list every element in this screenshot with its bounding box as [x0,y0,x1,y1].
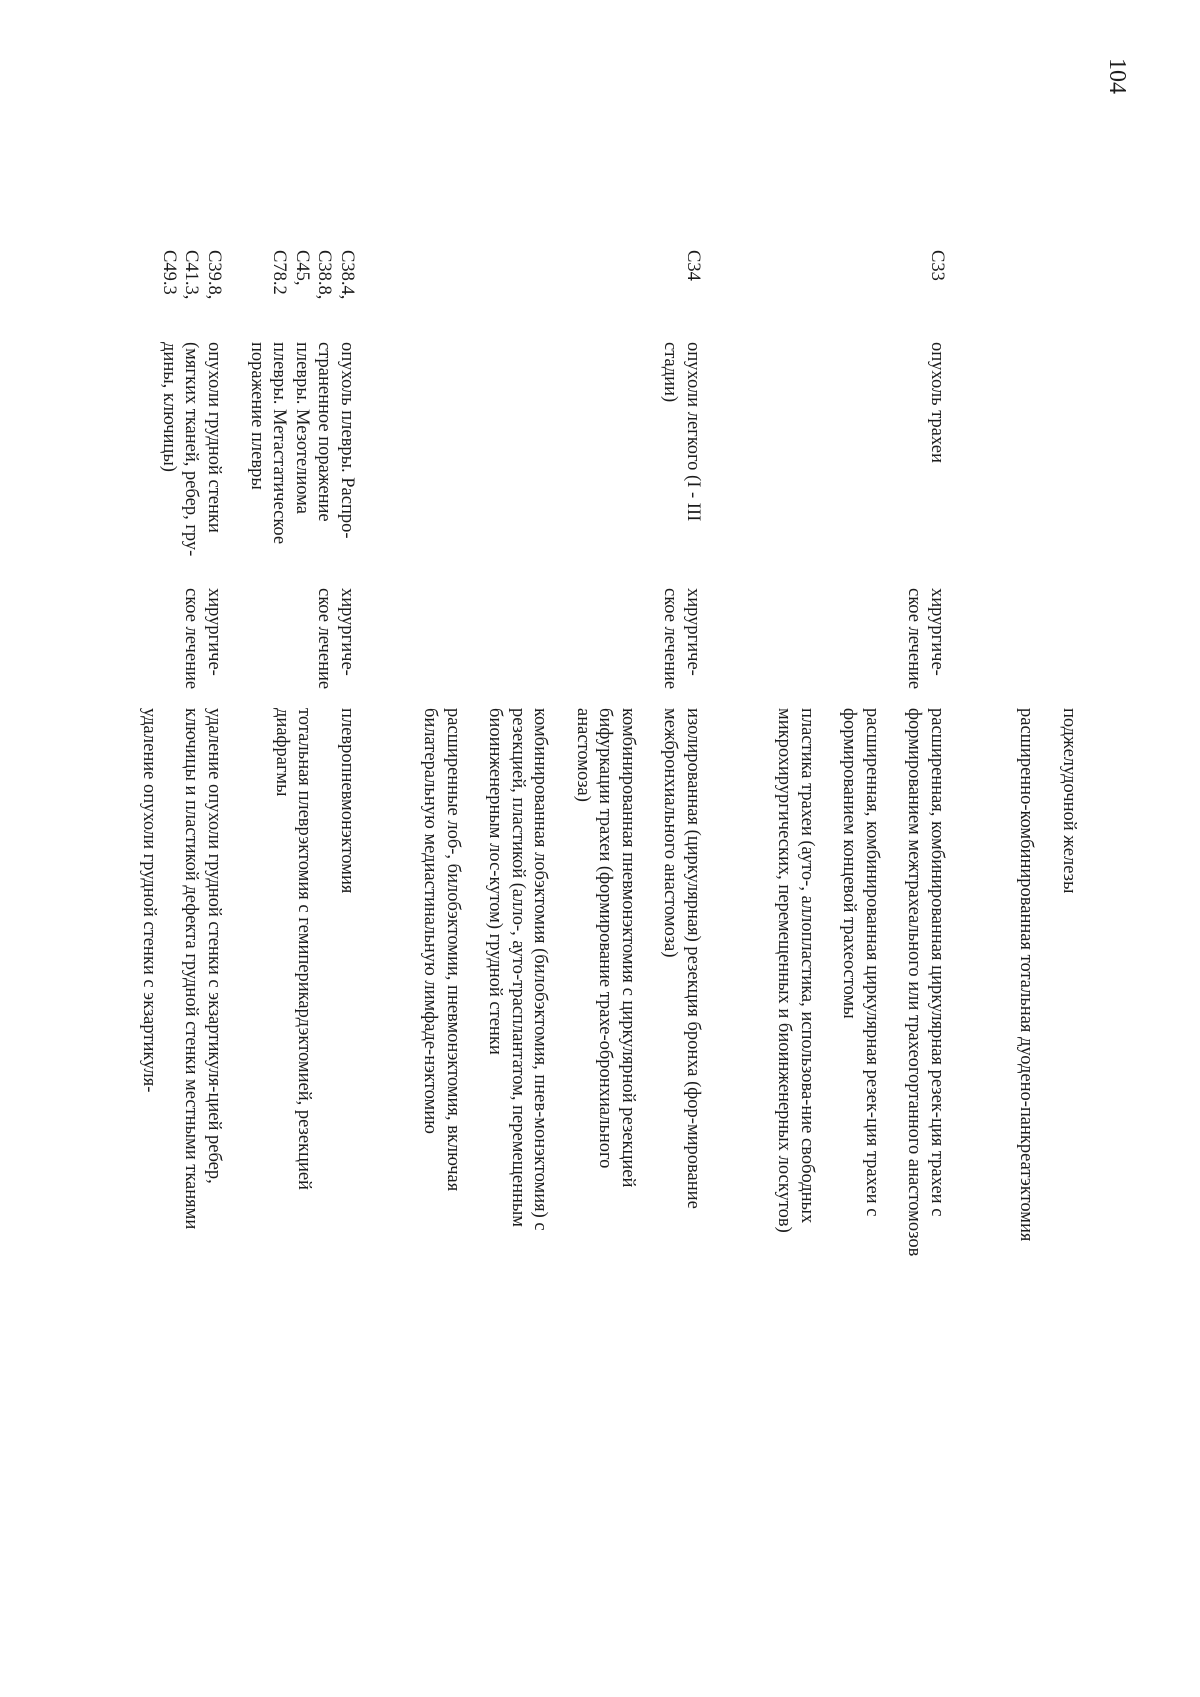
method-item: поджелудочной железы [1059,708,1079,894]
page-number: 104 [1104,58,1130,94]
method-item: расширенная, комбинированная циркулярная резек-ция трахеи с формированием межтрахеального или трахеогортанного анастомозов [904,708,947,1257]
treatment-methods [271,708,359,1258]
method-item: пластика трахеи (ауто-, аллопластика, использова-ние свободных микрохирургических, перемещенных и биоинженерных лоскутов) [774,708,817,1233]
treatment-type: хирургиче-ское лечение [904,588,947,690]
treatment-type: хирургиче-ское лечение [314,588,357,690]
icd-code: C39.8, C41.3, C49.3 [159,250,224,300]
icd-code: C33 [927,250,947,281]
method-item: комбинированная лобэктомия (билобэктомия, пнев-монэктомия) с резекцией, пластикой (алло-, ауто-трасплантатом, перемещенным биоинженерным лос-кутом) грудной стенки [485,708,551,1231]
diagnosis: опухоль плевры. Распро-страненное поражение плевры. Мезотелиома плевры. Метастатическое поражение плевры [247,342,357,545]
method-item: удаление опухоли грудной стенки с экзартикуля-цией ребер, ключицы и пластикой дефекта грудной стенки местными тканями [181,708,224,1230]
method-item: расширенно-комбинированная тотальная дуодено-панкреатэктомия [1016,708,1037,1242]
diagnosis: опухоли грудной стенки (мягких тканей, ребер, гру-дины, ключицы) [159,342,224,557]
treatment-type: хирургиче-ское лечение [181,588,224,690]
treatment-methods [419,708,704,1258]
method-item: изолированная (циркулярная) резекция бронха (фор-мирование межбронхиального анастомоза) [660,708,703,1209]
method-item: удаление опухоли грудной стенки с экзартикуля- [139,708,159,1093]
treatment-methods [1015,708,1080,1258]
method-item: комбинированная пневмонэктомия с циркулярной резекцией бифуркации трахеи (формирование трахе-обронхиального анастомоза) [573,708,638,1188]
method-item: плевропневмонэктомия [337,708,357,894]
diagnosis: опухоль трахеи [927,342,947,463]
diagnosis: опухоли легкого (I - III стадии) [660,342,703,522]
icd-code: C38.4, C38.8, C45, C78.2 [269,250,357,300]
treatment-methods [138,708,226,1258]
method-item: расширенная, комбинированная циркулярная резек-ция трахеи с формированием концевой трахеостомы [839,708,882,1217]
treatment-methods [773,708,948,1258]
method-item: расширенные лоб-, билобэктомии, пневмонэктомия, включая билатеральную медиастинальную лимфаде-нэктомию [420,708,463,1192]
icd-code: C34 [683,250,703,281]
method-item: тотальная плеврэктомия с гемиперикардэктомией, резекцией диафрагмы [272,708,315,1190]
treatment-type: хирургиче-ское лечение [660,588,703,690]
procedures-table [100,250,1080,1260]
